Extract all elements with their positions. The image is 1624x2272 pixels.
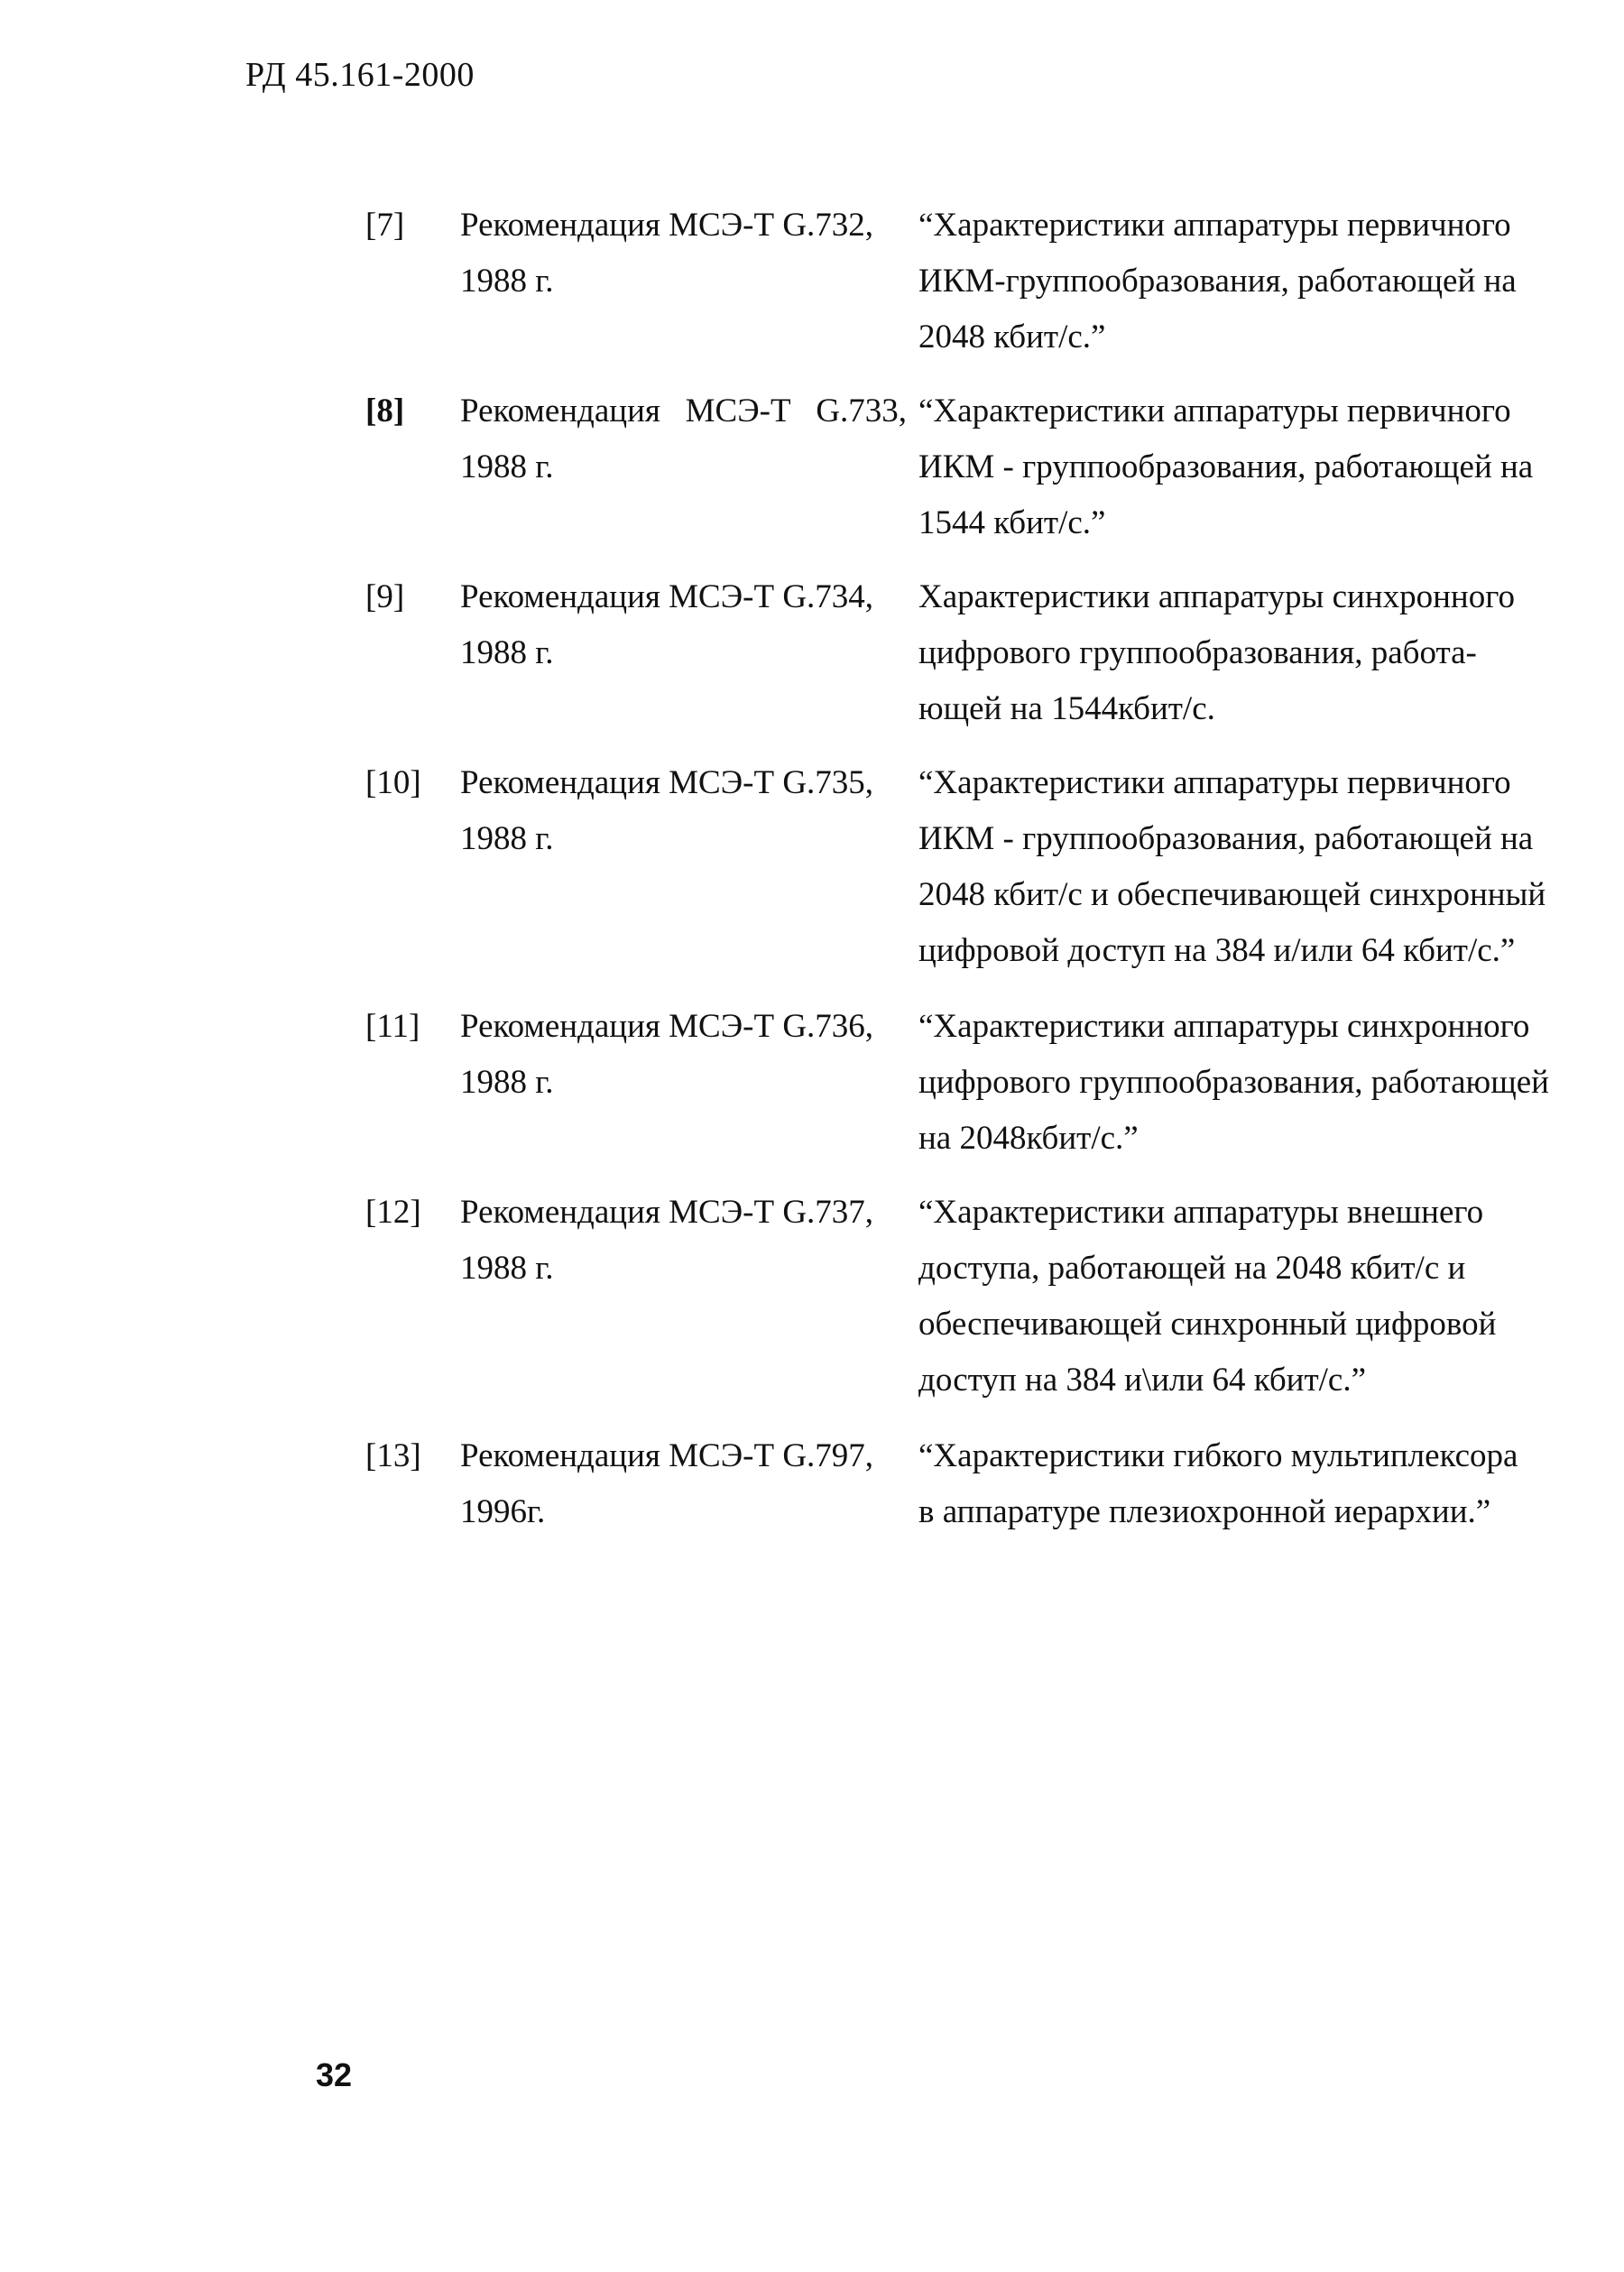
reference-title-line: “Характеристики аппаратуры первичного <box>918 393 1511 429</box>
reference-title-line: “Характеристики аппаратуры внешнего <box>918 1194 1484 1231</box>
reference-title <box>918 755 1546 979</box>
reference-source <box>460 198 902 309</box>
reference-title-line: 2048 кбит/с.” <box>918 319 1106 356</box>
document-code-header: РД 45.161-2000 <box>245 56 475 94</box>
reference-title-line: в аппаратуре плезиохронной иерархии.” <box>918 1493 1491 1530</box>
reference-number: [11] <box>365 1008 420 1045</box>
reference-source <box>460 999 902 1111</box>
reference-title-line: обеспечивающей синхронный цифровой <box>918 1306 1497 1343</box>
reference-source-line: 1996г. <box>460 1493 546 1530</box>
reference-source <box>460 383 908 495</box>
reference-title-line: “Характеристики аппаратуры первичного <box>918 207 1511 244</box>
reference-source <box>460 1185 902 1297</box>
reference-number: [13] <box>365 1437 421 1474</box>
reference-source-line: Рекомендация МСЭ-Т G.797, <box>460 1437 874 1474</box>
reference-source-line: Рекомендация МСЭ-Т G.736, <box>460 1008 874 1045</box>
reference-source-line: 1988 г. <box>460 1064 554 1101</box>
reference-title-line: цифрового группообразования, работа- <box>918 634 1477 671</box>
reference-title <box>918 569 1532 737</box>
reference-title-line: доступ на 384 и\или 64 кбит/с.” <box>918 1362 1366 1399</box>
reference-title-line: доступа, работающей на 2048 кбит/с и <box>918 1250 1466 1287</box>
reference-source-line: Рекомендация МСЭ-Т G.732, <box>460 207 874 244</box>
reference-source-line: 1988 г. <box>460 263 554 300</box>
reference-number: [12] <box>365 1194 421 1231</box>
reference-source-line: Рекомендация МСЭ-Т G.734, <box>460 578 874 615</box>
reference-title-line: ющей на 1544кбит/с. <box>918 690 1215 727</box>
reference-source-line: 1988 г. <box>460 820 554 857</box>
reference-source-line: 1988 г. <box>460 634 554 671</box>
reference-title <box>918 1185 1532 1408</box>
reference-title-line: Характеристики аппаратуры синхронного <box>918 578 1515 615</box>
reference-title-line: цифрового группообразования, работающей <box>918 1064 1549 1101</box>
reference-title-line: ИКМ - группообразования, работающей на <box>918 448 1534 485</box>
reference-title-line: “Характеристики аппаратуры первичного <box>918 764 1511 801</box>
reference-source <box>460 1428 902 1540</box>
reference-title-line: цифровой доступ на 384 и/или 64 кбит/с.” <box>918 932 1516 969</box>
reference-title-line: 1544 кбит/с.” <box>918 504 1106 541</box>
reference-title-line: 2048 кбит/с и обеспечивающей синхронный <box>918 876 1546 913</box>
reference-source-line: Рекомендация МСЭ-Т G.733, <box>460 393 908 429</box>
reference-title <box>918 1428 1532 1540</box>
reference-title-line: ИКМ-группообразования, работающей на <box>918 263 1517 300</box>
reference-source <box>460 755 902 867</box>
reference-source-line: 1988 г. <box>460 1250 554 1287</box>
page-number: 32 <box>316 2056 353 2093</box>
reference-number: [10] <box>365 764 421 801</box>
reference-number: [8] <box>365 393 405 429</box>
reference-title-line: ИКМ - группообразования, работающей на <box>918 820 1534 857</box>
reference-title-line: “Характеристики гибкого мультиплексора <box>918 1437 1518 1474</box>
reference-title-line: на 2048кбит/с.” <box>918 1120 1139 1157</box>
reference-title-line: “Характеристики аппаратуры синхронного <box>918 1008 1530 1045</box>
reference-title <box>918 198 1532 365</box>
reference-number: [9] <box>365 578 405 615</box>
reference-title <box>918 383 1532 551</box>
reference-title <box>918 999 1549 1167</box>
reference-source <box>460 569 902 681</box>
reference-source-line: Рекомендация МСЭ-Т G.735, <box>460 764 874 801</box>
reference-number: [7] <box>365 207 405 244</box>
reference-source-line: Рекомендация МСЭ-Т G.737, <box>460 1194 874 1231</box>
reference-source-line: 1988 г. <box>460 448 554 485</box>
